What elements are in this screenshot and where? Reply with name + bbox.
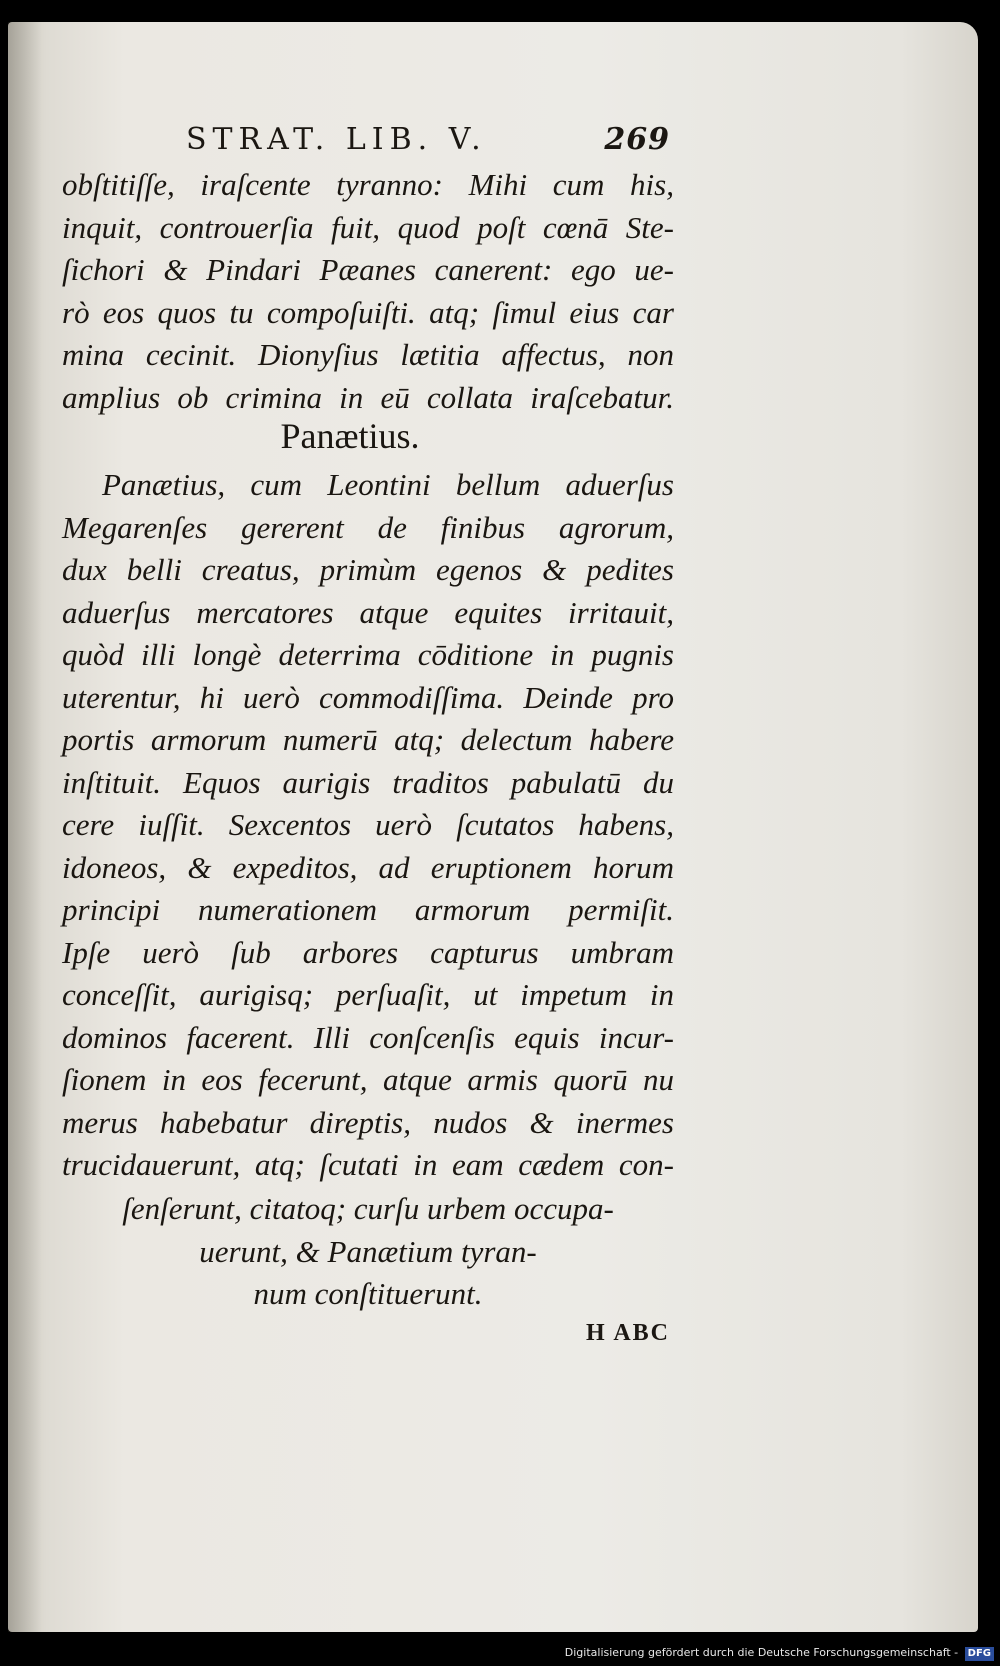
- closing-lines: [62, 1188, 674, 1316]
- text-block-2: [62, 464, 674, 1187]
- text-line: Ipſe uerò ſub arbores capturus umbram: [62, 934, 674, 970]
- text-line: dux belli creatus, primùm egenos & pedites: [62, 552, 674, 587]
- text-line: Megarenſes gererent de finibus agrorum,: [62, 509, 674, 545]
- page-number: 269: [604, 122, 670, 157]
- text-line: portis armorum numerū atq; delectum habere: [62, 722, 674, 757]
- text-line: conceſſit, aurigisq; perſuaſit, ut impetum in: [62, 977, 674, 1012]
- text-line: principi numerationem armorum permiſit.: [62, 892, 674, 927]
- text-line: Panætius, cum Leontini bellum aduerſus: [102, 467, 674, 502]
- text-line: ſionem in eos fecerunt, atque armis quorū nu: [62, 1062, 674, 1097]
- text-line: amplius ob crimina in eū collata iraſcebatur.: [62, 379, 674, 415]
- running-head-title: STRAT. LIB. V.: [186, 122, 487, 157]
- text-line: inquit, controuerſia fuit, quod poſt cœnā Ste-: [62, 209, 674, 245]
- text-line: trucidauerunt, atq; ſcutati in eam cædem con-: [62, 1147, 674, 1182]
- text-line: ſenſerunt, citatoq; curſu urbem occupa-: [122, 1191, 614, 1226]
- page-gutter-shadow: [8, 22, 42, 1632]
- text-line: quòd illi longè deterrima cōditione in pugnis: [62, 637, 674, 672]
- digitization-footer: [565, 1644, 994, 1662]
- signature-mark: H ABC: [586, 1320, 671, 1346]
- text-line: idoneos, & expeditos, ad eruptionem horum: [62, 849, 674, 885]
- text-line: num conſtituerunt.: [253, 1276, 483, 1311]
- text-line: rò eos quos tu compoſuiſti. atq; ſimul eius car: [62, 294, 674, 330]
- dfg-logo: DFG: [965, 1647, 994, 1661]
- text-line: inſtituit. Equos aurigis traditos pabulatū du: [62, 764, 674, 800]
- text-line: uterentur, hi uerò commodiſſima. Deinde pro: [62, 679, 674, 715]
- footer-text: Digitalisierung gefördert durch die Deutsche Forschungsgemeinschaft -: [564, 1646, 959, 1659]
- text-line: mina cecinit. Dionyſius lætitia affectus, non: [62, 337, 674, 372]
- text-line: merus habebatur direptis, nudos & inermes: [62, 1104, 674, 1140]
- text-line: obſtitiſſe, iraſcente tyranno: Mihi cum his,: [62, 167, 674, 202]
- text-line: cere iuſſit. Sexcentos uerò ſcutatos habens,: [62, 807, 674, 842]
- text-block-1: [62, 164, 674, 419]
- text-line: dominos facerent. Illi conſcenſis equis incur-: [62, 1019, 674, 1055]
- text-line: aduerſus mercatores atque equites irritauit,: [62, 594, 674, 630]
- text-line: uerunt, & Panætium tyran-: [199, 1233, 537, 1269]
- text-line: ſichori & Pindari Pæanes canerent: ego ue-: [62, 252, 674, 287]
- section-heading: Panætius.: [280, 416, 420, 456]
